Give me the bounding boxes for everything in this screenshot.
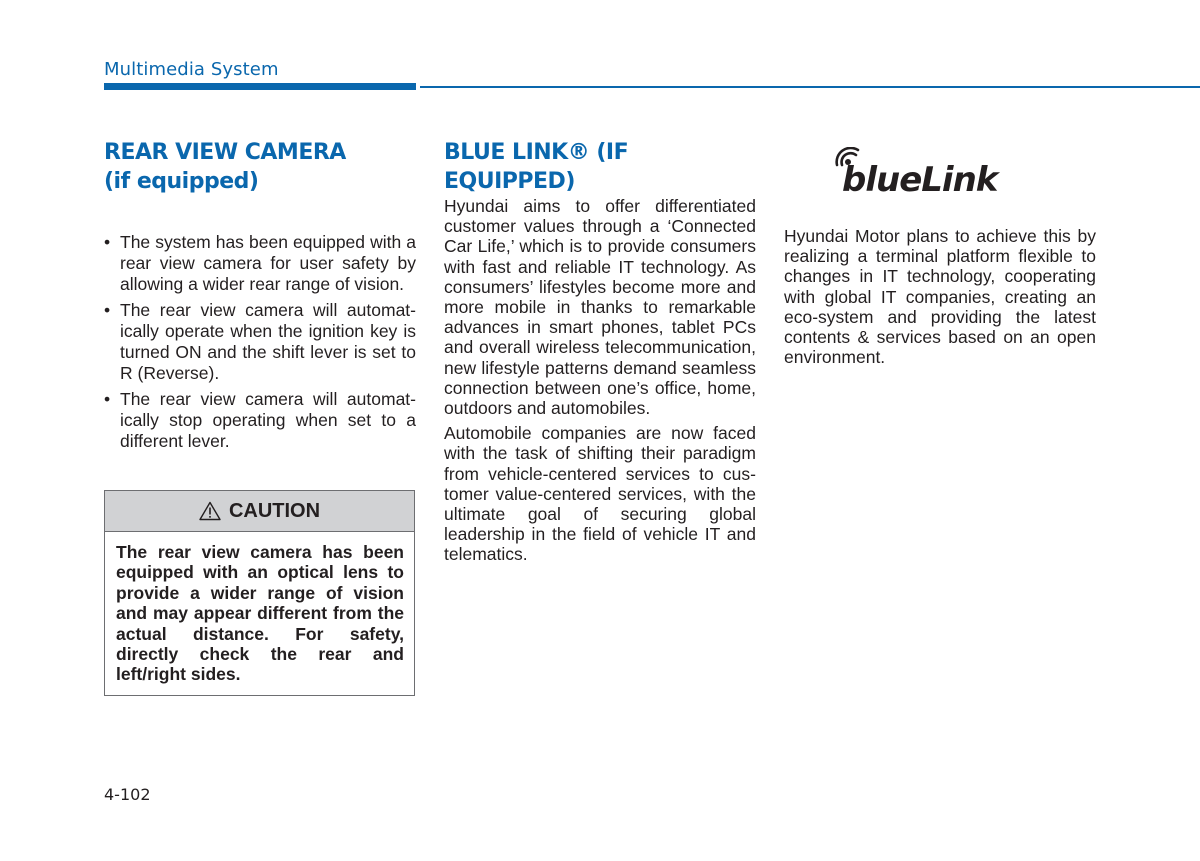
blue-link-paragraph-3: Hyundai Motor plans to achieve this by realizing a terminal platform flexible to changes in IT technology, cooperating with global IT companies, creating an eco-system and providing the latest contents & services based on an open environment.	[784, 226, 1096, 368]
bullet-text: The system has been equipped with a rear view camera for user safety by allowing a wider rear range of vision.	[120, 232, 416, 294]
rear-camera-heading	[104, 138, 416, 196]
rear-camera-bullets	[104, 232, 416, 452]
page-number: 4-102	[104, 785, 151, 804]
bullet-dot-icon: •	[104, 232, 111, 252]
bullet-text: The rear view camera will automatically stop operating when set to a different lever.	[120, 389, 416, 451]
rear-camera-heading-line2: (if equipped)	[104, 169, 259, 194]
caution-text: The rear view camera has been equipped with an optical lens to provide a wider range of vision and may appear different from the actual distance. For safety, directly check the rear and left/right sides.	[116, 542, 404, 685]
bullet-dot-icon: •	[104, 300, 111, 320]
caution-box	[104, 490, 415, 696]
list-item	[104, 232, 416, 295]
header-rule-thick	[104, 83, 416, 90]
bullet-text: The rear view camera will automatically operate when the ignition key is turned ON and the shift lever is set to R (Reverse).	[120, 300, 416, 383]
blue-link-column-2	[784, 138, 1096, 367]
blue-link-paragraph-2: Automobile companies are now faced with the task of shifting their paradigm from vehicle-centered services to customer value-centered services, with the ultimate goal of securing global leadership in the field of vehicle IT and telematics.	[444, 423, 756, 565]
list-item	[104, 300, 416, 384]
rear-camera-column	[104, 138, 416, 457]
bullet-dot-icon: •	[104, 389, 111, 409]
blue-link-paragraph-1: Hyundai aims to offer differentiated customer values through a ‘Connected Car Life,’ which is to provide consumers with fast and reliable IT technology. As consumers’ lifestyles become more and more mobile in thanks to remarkable advances in smart phones, tablet PCs and overall wireless telecommunication, new lifestyle patterns demand seamless connection between one’s office, home, outdoors and automobiles.	[444, 196, 756, 419]
blue-link-column	[444, 138, 756, 565]
blue-link-heading: BLUE LINK® (IF EQUIPPED)	[444, 140, 629, 194]
rear-camera-heading-line1: REAR VIEW CAMERA	[104, 140, 346, 165]
list-item	[104, 389, 416, 452]
header-rule-thin	[420, 86, 1200, 88]
caution-label: CAUTION	[228, 499, 321, 522]
bluelink-logo-text: blueLink	[842, 160, 998, 195]
warning-triangle-icon	[199, 501, 221, 521]
caution-header	[105, 491, 414, 532]
section-title: Multimedia System	[104, 59, 279, 80]
